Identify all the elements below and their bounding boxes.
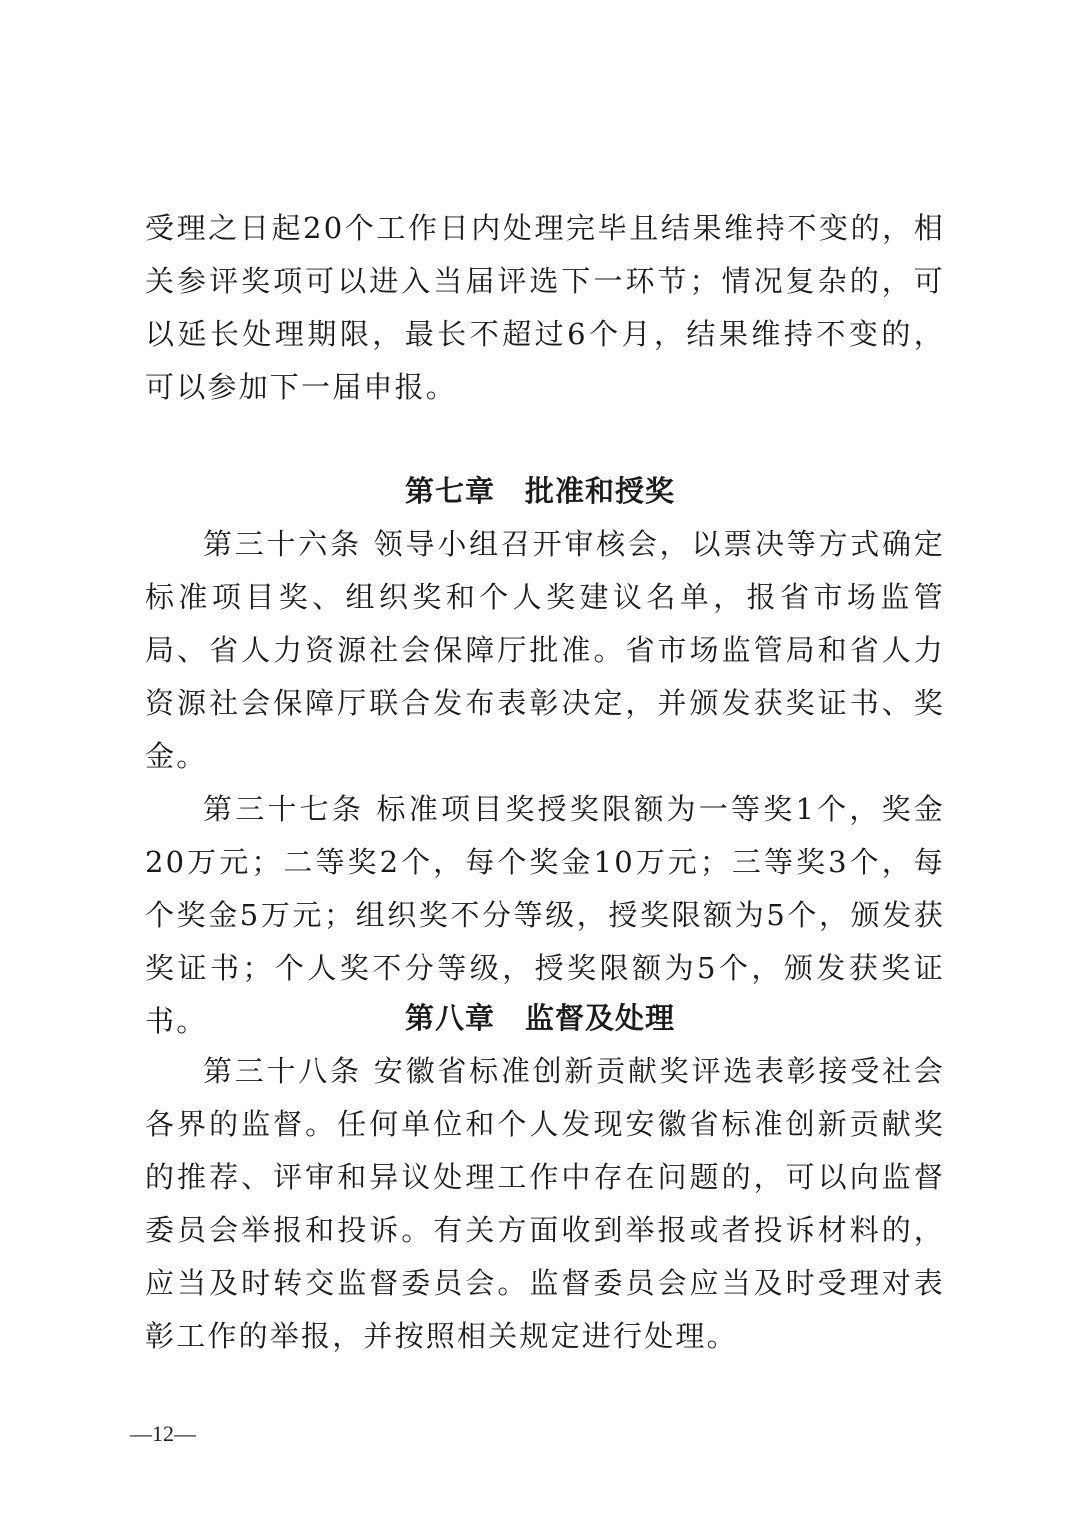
chapter-8-body (145, 1045, 945, 1363)
chapter-7-number: 第七章 (404, 474, 495, 508)
chapter-7-body (145, 518, 945, 1048)
article-36: 第三十六条 领导小组召开审核会，以票决等方式确定标准项目奖、组织奖和个人奖建议名单，报省市场监管局、省人力资源社会保障厅批准。省市场监管局和省人力资源社会保障厅联合发布表彰决定，并颁发获奖证书、奖金。 (145, 527, 945, 773)
page-number: —12— (130, 1421, 196, 1446)
opening-section (145, 202, 945, 414)
article-38: 第三十八条 安徽省标准创新贡献奖评选表彰接受社会各界的监督。任何单位和个人发现安徽省标准创新贡献奖的推荐、评审和异议处理工作中存在问题的，可以向监督委员会举报和投诉。有关方面收到举报或者投诉材料的，应当及时转交监督委员会。监督委员会应当及时受理对表彰工作的举报，并按照相关规定进行处理。 (145, 1054, 945, 1353)
article-37: 第三十七条 标准项目奖授奖限额为一等奖1个，奖金20万元；二等奖2个，每个奖金10万元；三等奖3个，每个奖金5万元；组织奖不分等级，授奖限额为5个，颁发获奖证书；个人奖不分等级，授奖限额为5个，颁发获奖证书。 (145, 792, 945, 1038)
chapter-8-heading (0, 992, 1080, 1045)
chapter-7-title: 批准和授奖 (525, 474, 676, 508)
chapter-8-number: 第八章 (404, 1001, 495, 1035)
chapter-7-heading (0, 465, 1080, 518)
opening-paragraph: 受理之日起20个工作日内处理完毕且结果维持不变的，相关参评奖项可以进入当届评选下一环节；情况复杂的，可以延长处理期限，最长不超过6个月，结果维持不变的，可以参加下一届申报。 (145, 211, 945, 404)
chapter-8-title: 监督及处理 (525, 1001, 676, 1035)
